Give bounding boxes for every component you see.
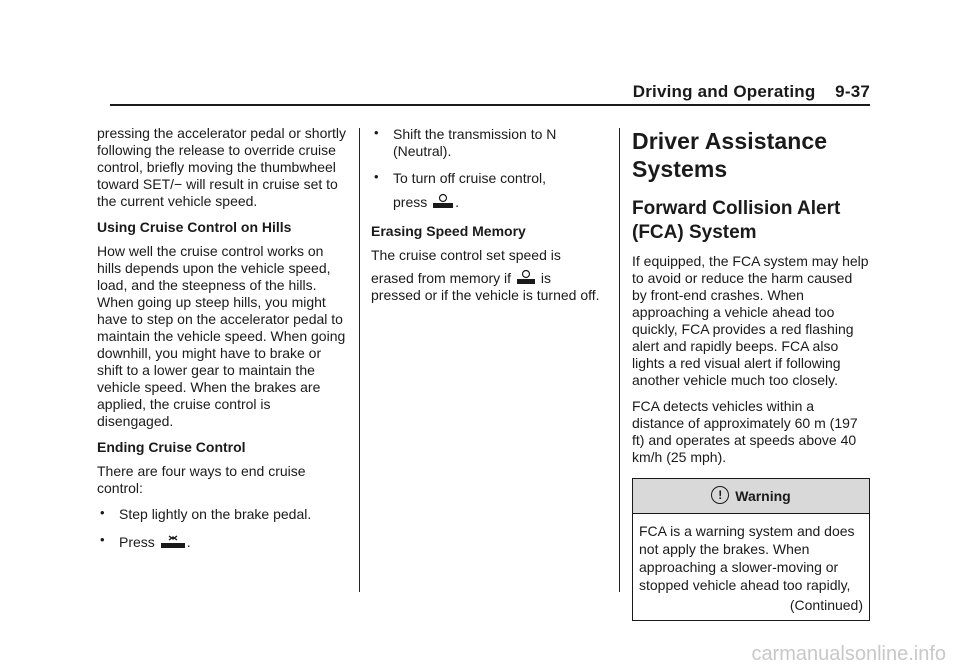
paragraph-ending: There are four ways to end cruise control: xyxy=(97,463,306,496)
paragraph-override: pressing the accelerator pedal or shortly following the release to override cruise control, briefly moving the thumbwheel toward SET/− will result in cruise set to the current vehicle speed. xyxy=(97,125,347,209)
watermark: carmanualsonline.info xyxy=(751,643,946,665)
subheading-erasing: Erasing Speed Memory xyxy=(371,223,526,239)
bullet-dot-icon: • xyxy=(100,505,105,520)
list-item: • Shift the transmission to N (Neutral). xyxy=(374,125,557,159)
paragraph-hills: How well the cruise control works on hills depends upon the vehicle speed, load, and the steepness of the hills. When going up steep hills, you might have to step on the accelerator pedal to maintain the vehicle speed. When going downhill, you might have to brake or shift to a lower gear to maintain the vehicle speed. When the brakes are applied, the cruise control is disengaged. xyxy=(97,243,346,429)
section-title: Driving and Operating xyxy=(632,82,816,101)
section-heading: Driver Assistance Systems xyxy=(632,128,828,182)
warning-body xyxy=(633,514,869,620)
bullet-dot-icon: • xyxy=(100,532,105,547)
subsection-heading: Forward Collision Alert (FCA) System xyxy=(632,198,841,243)
list-item: • Step lightly on the brake pedal. xyxy=(100,505,312,522)
paragraph-fca-intro: If equipped, the FCA system may help to avoid or reduce the harm caused by front-end crashes. When approaching a vehicle ahead too quickly, FCA provides a red flashing alert and rapidly beeps. FCA also lights a red visual alert if following another vehicle much too closely. xyxy=(632,253,869,388)
warning-header xyxy=(633,479,869,514)
cruise-cancel-icon xyxy=(160,533,186,549)
warning-box xyxy=(632,478,870,621)
page-number: 9-37 xyxy=(835,82,870,101)
continued-label: (Continued) xyxy=(789,597,863,613)
header-title xyxy=(633,82,870,102)
warning-text: FCA is a warning system and does not apply the brakes. When approaching a slower-moving or stopped vehicle ahead too rapidly, xyxy=(639,523,855,593)
list-item: • To turn off cruise control, press . xyxy=(374,169,547,210)
column-divider-1 xyxy=(359,128,360,592)
cruise-on-off-icon xyxy=(432,193,454,209)
cruise-on-off-icon xyxy=(516,269,536,285)
subheading-hills: Using Cruise Control on Hills xyxy=(97,219,292,235)
paragraph-fca-range: FCA detects vehicles within a distance of approximately 60 m (197 ft) and operates at speeds above 40 km/h (25 mph). xyxy=(632,398,858,465)
bullet-dot-icon: • xyxy=(374,169,379,184)
column-1 xyxy=(97,125,349,561)
subheading-ending: Ending Cruise Control xyxy=(97,439,246,455)
bullet-dot-icon: • xyxy=(374,125,379,140)
warning-title: Warning xyxy=(735,488,791,504)
paragraph-erasing: The cruise control set speed is erased from memory if is pressed or if the vehicle is turned off. xyxy=(371,247,600,303)
page-header xyxy=(110,80,870,106)
column-3 xyxy=(632,127,870,621)
column-2 xyxy=(371,126,601,313)
list-item: • Press . xyxy=(100,532,191,550)
warning-icon: ! xyxy=(711,486,729,504)
column-divider-2 xyxy=(619,128,620,592)
